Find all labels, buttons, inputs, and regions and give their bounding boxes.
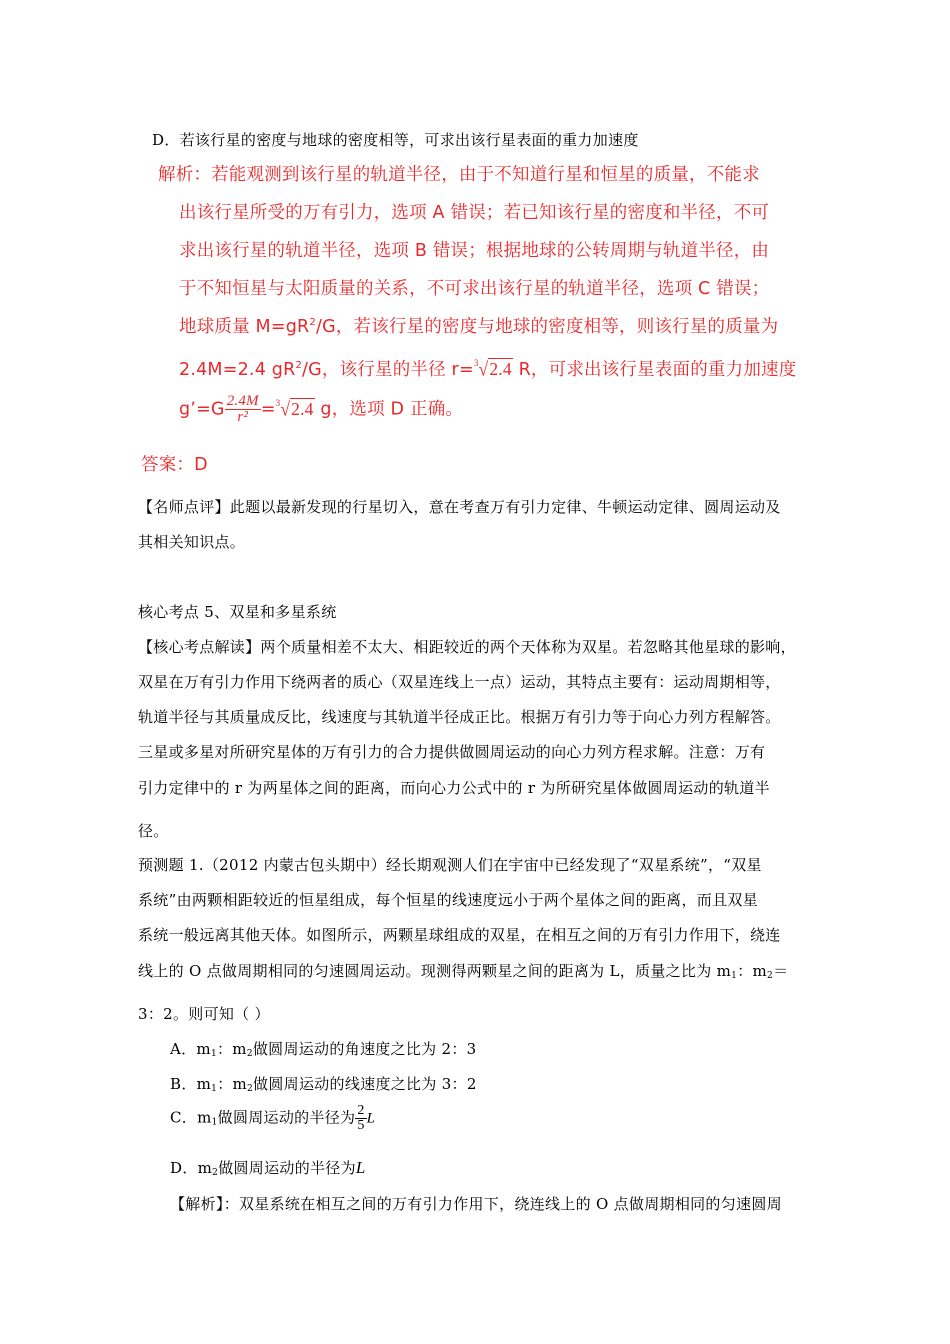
option-a: A．$m_1$：$m_2$做圆周运动的角速度之比为 2：3 (170, 1040, 477, 1059)
fraction-two-fifths: $\frac{2}{5}$ (357, 1103, 365, 1133)
section-line: 径。 (138, 822, 169, 840)
analysis-line-7: g’=G $\frac{2.4M}{\text{r²}}$ =$^3$√2.4 g，选项 D 正确。 (179, 393, 464, 425)
analysis-line-3: 求出该行星的轨道半径，选项 B 错误；根据地球的公转周期与轨道半径，由 (179, 241, 770, 261)
option-d-text: D．若该行星的密度与地球的密度相等，可求出该行星表面的重力加速度 (152, 131, 639, 149)
section-line: 引力定律中的 r 为两星体之间的距离，而向心力公式中的 r 为所研究星体做圆周运动的轨道半 (138, 779, 770, 797)
option-c: C．$m_1$做圆周运动的半径为 $\frac{2}{5}$ L (170, 1103, 376, 1133)
question-line: 3：2。则可知（ ） (138, 1005, 270, 1023)
option-b: B．$m_1$：$m_2$做圆周运动的线速度之比为 3：2 (170, 1075, 477, 1094)
teacher-comment-line-2: 其相关知识点。 (138, 533, 246, 551)
section-line: 【核心考点解读】两个质量相差不太大、相距较近的两个天体称为双星。若忽略其他星球的影响， (138, 638, 796, 656)
section-line: 轨道半径与其质量成反比，线速度与其轨道半径成正比。根据万有引力等于向心力列方程解答。 (138, 708, 781, 726)
question-line: 系统”由两颗相距较近的恒星组成，每个恒星的线速度远小于两个星体之间的距离，而且双星 (138, 891, 758, 909)
option-d: D．$m_2$做圆周运动的半径为L (170, 1158, 366, 1178)
cube-root-expression-2: $^3$√2.4 (275, 397, 314, 420)
question-line: 线上的 O 点做周期相同的匀速圆周运动。现测得两颗星之间的距离为 L，质量之比为 $m_1$：$m_2=$ (138, 962, 789, 981)
question-line: 系统一般远离其他天体。如图所示，两颗星球组成的双星，在相互之间的万有引力作用下，绕连 (138, 926, 781, 944)
section-line: 三星或多星对所研究星体的万有引力的合力提供做圆周运动的向心力列方程求解。注意：万有 (138, 743, 766, 761)
section-line: 双星在万有引力作用下绕两者的质心（双星连线上一点）运动，其特点主要有：运动周期相等， (138, 673, 781, 691)
question-line: 预测题 1.（2012 内蒙古包头期中）经长期观测人们在宇宙中已经发现了“双星系统”，“双星 (138, 856, 762, 874)
analysis-line-6: 2.4M=2.4 $gR^2/G$，该行星的半径 r=$^3$√2.4 R，可求出该行星表面的重力加速度 (179, 357, 797, 380)
fraction-gravity: $\frac{2.4M}{\text{r²}}$ (226, 393, 259, 425)
analysis-line-5: 地球质量 $M=gR^2/G$，若该行星的密度与地球的密度相等，则该行星的质量为 (179, 317, 779, 337)
analysis-line-1: 解析：若能观测到该行星的轨道半径，由于不知道行星和恒星的质量，不能求 (158, 165, 760, 185)
section-title: 核心考点 5、双星和多星系统 (138, 603, 337, 621)
analysis-line-4: 于不知恒星与太阳质量的关系，不可求出该行星的轨道半径，选项 C 错误； (179, 279, 770, 299)
cube-root-expression: $^3$√2.4 (473, 357, 512, 380)
analysis-2: 【解析】：双星系统在相互之间的万有引力作用下，绕连线上的 O 点做周期相同的匀速圆周 (170, 1195, 782, 1213)
answer-label: 答案：D (141, 455, 208, 475)
teacher-comment-line-1: 【名师点评】此题以最新发现的行星切入，意在考查万有引力定律、牛顿运动定律、圆周运动及 (138, 498, 781, 516)
analysis-line-2: 出该行星所受的万有引力，选项 A 错误；若已知该行星的密度和半径，不可 (179, 203, 770, 223)
